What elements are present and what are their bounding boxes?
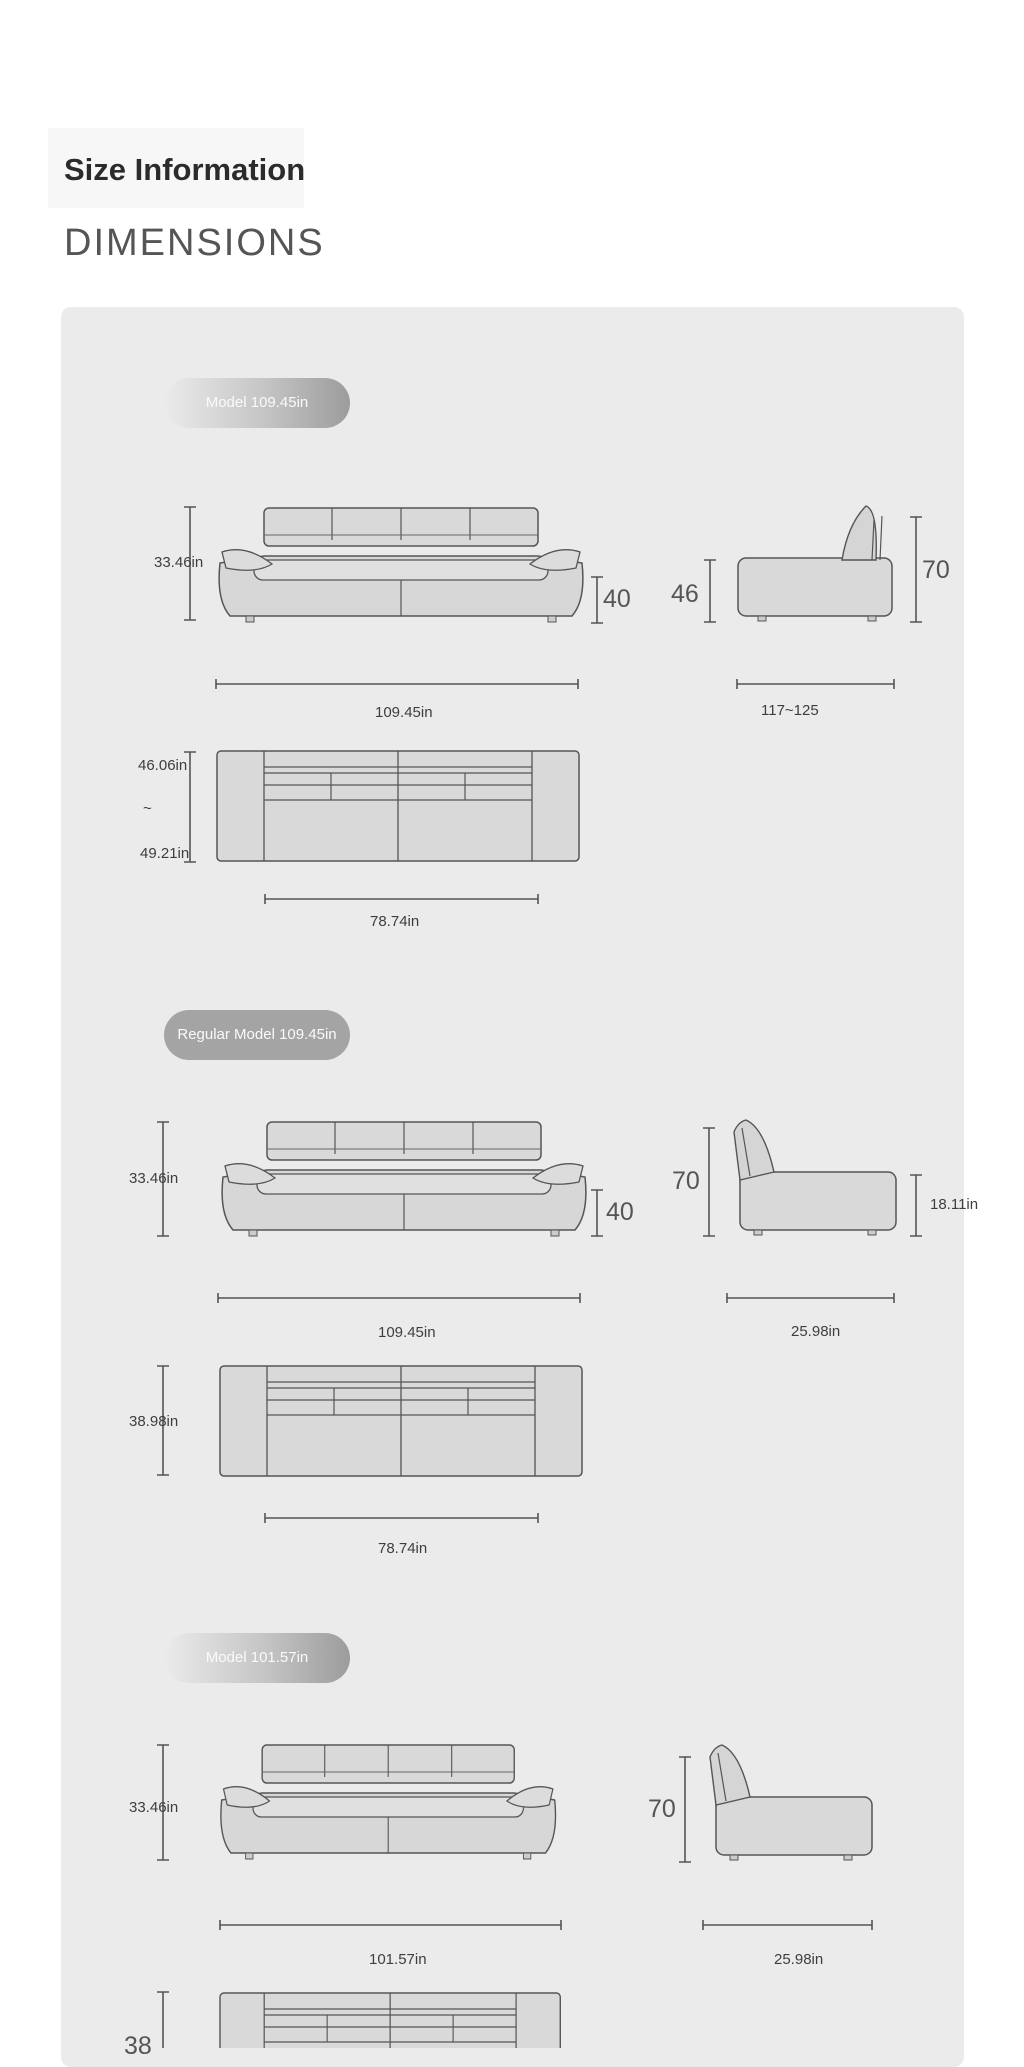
seat-height-label: 40 bbox=[603, 585, 631, 613]
top-depth-from-label: 46.06in bbox=[138, 757, 188, 774]
side-back-height-label: 70 bbox=[672, 1167, 700, 1195]
side-back-height-label: 70 bbox=[648, 1795, 676, 1823]
depth-label: 117~125 bbox=[761, 702, 819, 719]
height-label: 33.46in bbox=[154, 554, 204, 571]
top-depth-label: 38 bbox=[124, 2032, 152, 2060]
model-badge[interactable]: Model 109.45in bbox=[164, 378, 350, 428]
model-badge[interactable]: Regular Model 109.45in bbox=[164, 1010, 350, 1060]
seat-width-label: 78.74in bbox=[370, 913, 420, 930]
depth-label: 25.98in bbox=[774, 1951, 824, 1968]
side-seat-label: 18.11in bbox=[930, 1196, 979, 1213]
front-width-label: 109.45in bbox=[375, 704, 433, 721]
model-badge[interactable]: Model 101.57in bbox=[164, 1633, 350, 1683]
seat-height-label: 40 bbox=[606, 1198, 634, 1226]
top-depth-label: 38.98in bbox=[129, 1413, 179, 1430]
side-back-height-label: 70 bbox=[922, 556, 950, 584]
front-width-label: 101.57in bbox=[369, 1951, 427, 1968]
page-subtitle: DIMENSIONS bbox=[64, 222, 325, 264]
front-width-label: 109.45in bbox=[378, 1324, 436, 1341]
top-depth-tilde: ~ bbox=[143, 800, 152, 817]
depth-label: 25.98in bbox=[791, 1323, 841, 1340]
top-depth-to-label: 49.21in bbox=[140, 845, 190, 862]
height-label: 33.46in bbox=[129, 1799, 179, 1816]
seat-width-label: 78.74in bbox=[378, 1540, 428, 1557]
side-seat-height-label: 46 bbox=[671, 580, 699, 608]
height-label: 33.46in bbox=[129, 1170, 179, 1187]
page-title: Size Information bbox=[64, 152, 306, 187]
